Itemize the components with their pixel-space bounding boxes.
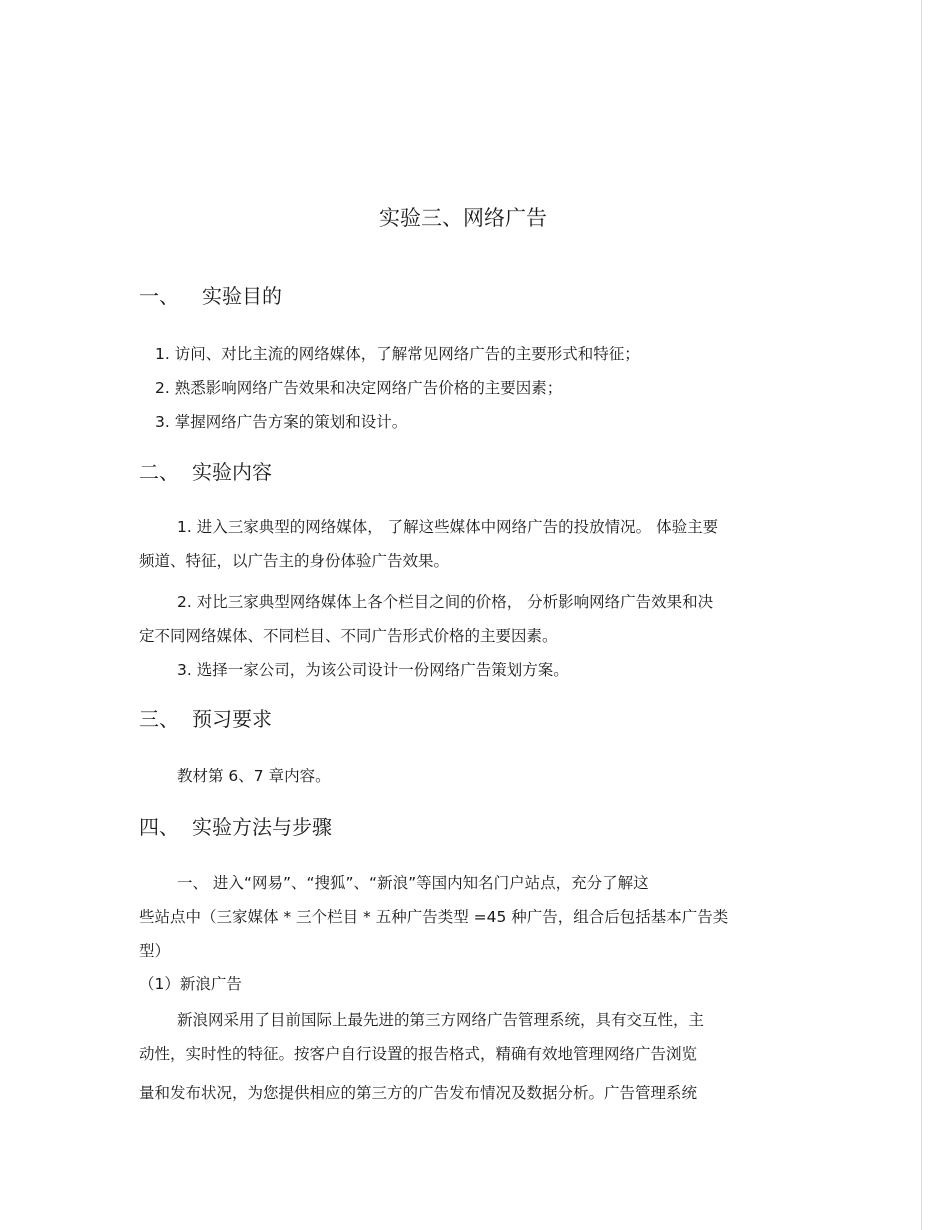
content-paragraph-line: 定不同网络媒体、不同栏目、不同广告形式价格的主要因素。 xyxy=(139,627,558,645)
section-heading-method xyxy=(139,813,332,841)
content-paragraph-line: 频道、特征，以广告主的身份体验广告效果。 xyxy=(139,552,450,570)
method-paragraph-line: 些站点中（三家媒体 * 三个栏目 * 五种广告类型 =45 种广告，组合后包括基本广告类 xyxy=(139,908,729,926)
section-number: 一、 xyxy=(139,284,179,308)
content-paragraph-line: 1. 进入三家典型的网络媒体， 了解这些媒体中网络广告的投放情况。 体验主要 xyxy=(177,518,719,536)
section-number: 二、 xyxy=(139,460,179,484)
method-paragraph-line: 新浪网采用了目前国际上最先进的第三方网络广告管理系统，具有交互性，主 xyxy=(177,1011,705,1029)
document-title: 实验三、网络广告 xyxy=(379,206,547,230)
content-paragraph-line: 2. 对比三家典型网络媒体上各个栏目之间的价格， 分析影响网络广告效果和决 xyxy=(177,593,714,611)
prep-text: 教材第 6、7 章内容。 xyxy=(177,767,331,785)
objective-item: 1. 访问、对比主流的网络媒体，了解常见网络广告的主要形式和特征； xyxy=(155,345,640,363)
objective-item: 2. 熟悉影响网络广告效果和决定网络广告价格的主要因素； xyxy=(155,379,563,397)
subsection-label: （1）新浪广告 xyxy=(139,975,242,993)
section-title: 实验内容 xyxy=(192,460,272,484)
section-heading-objectives xyxy=(139,282,282,310)
objective-item: 3. 掌握网络广告方案的策划和设计。 xyxy=(155,413,408,431)
method-paragraph-line: 动性，实时性的特征。按客户自行设置的报告格式，精确有效地管理网络广告浏览 xyxy=(139,1045,698,1063)
section-title: 预习要求 xyxy=(192,707,272,731)
section-title: 实验目的 xyxy=(202,284,282,308)
section-number: 三、 xyxy=(139,707,179,731)
section-heading-content xyxy=(139,458,272,486)
section-number: 四、 xyxy=(139,815,179,839)
content-paragraph-line: 3. 选择一家公司，为该公司设计一份网络广告策划方案。 xyxy=(177,661,569,679)
section-heading-prep xyxy=(139,705,272,733)
section-title: 实验方法与步骤 xyxy=(192,815,332,839)
method-paragraph-line: 一、 进入“网易”、“搜狐”、“新浪”等国内知名门户站点，充分了解这 xyxy=(177,874,649,892)
page-edge-divider xyxy=(921,0,922,1230)
method-paragraph-line: 量和发布状况，为您提供相应的第三方的广告发布情况及数据分析。广告管理系统 xyxy=(139,1084,698,1102)
method-paragraph-line: 型） xyxy=(139,942,171,960)
